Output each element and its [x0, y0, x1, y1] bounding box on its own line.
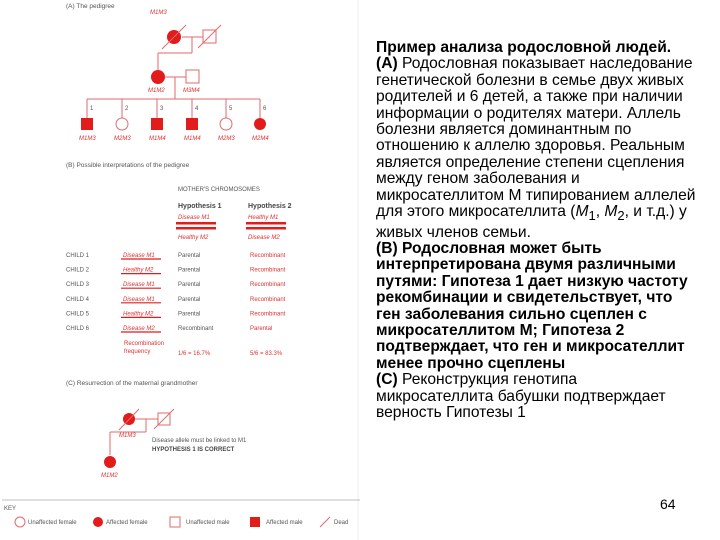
child-number: 6: [263, 106, 267, 112]
child-row-label: CHILD 3: [66, 282, 90, 289]
key-label: Unaffected female: [28, 520, 77, 526]
child-row-allele: Disease M1: [123, 253, 155, 259]
child-row-label: CHILD 4: [66, 296, 90, 303]
child-4-affected-male-symbol: [186, 118, 198, 130]
separator: ,: [595, 203, 605, 221]
child-number: 1: [90, 106, 94, 112]
m1-symbol: M: [575, 203, 589, 221]
panel-c-title: (C) Resurrection of the maternal grandmother: [66, 380, 198, 387]
key-unaffected-male-symbol: [170, 517, 180, 527]
grandparent-genotype: M1M3: [150, 10, 167, 16]
child-2-unaffected-female-symbol: [116, 118, 128, 130]
child-6-affected-female-symbol: [254, 118, 266, 130]
child-row-hypothesis-1: Recombinant: [178, 326, 214, 332]
child-row-label: CHILD 6: [66, 326, 90, 332]
child-number: 3: [160, 106, 164, 112]
child-genotype: M2M4: [252, 136, 269, 142]
frequency-label: frequency: [124, 349, 151, 355]
child-row-label: CHILD 2: [66, 267, 90, 274]
hypothesis-1-frequency: 1/6 = 16.7%: [178, 351, 211, 357]
hyp2-chromosome-2: Disease M2: [248, 235, 280, 241]
child-genotype: M2M3: [114, 136, 131, 142]
key-dead-slash: [320, 517, 330, 527]
panel-a-title: (A) The pedigree: [66, 3, 115, 10]
key-label: Unaffected male: [186, 520, 230, 526]
key-title: KEY: [4, 506, 17, 512]
child-number: 2: [125, 106, 129, 112]
m2-subscript: 2: [617, 208, 625, 224]
key-unaffected-female-symbol: [15, 517, 25, 527]
chromosome-bar: [176, 227, 216, 230]
description-text: [376, 40, 698, 421]
c-note-linked: Disease allele must be linked to M1: [152, 438, 247, 444]
hyp1-chromosome-2: Healthy M2: [178, 235, 209, 241]
child-genotype: M1M3: [79, 136, 96, 142]
child-row-allele: Disease M1: [123, 296, 155, 303]
m1-subscript: 1: [588, 208, 596, 224]
child-genotype: M2M3: [218, 136, 235, 142]
c-grandmother-genotype: M1M3: [119, 433, 136, 439]
child-row-hypothesis-2: Recombinant: [250, 311, 286, 318]
child-row-hypothesis-2: Parental: [250, 326, 273, 332]
mothers-chromosomes-label: MOTHER'S CHROMOSOMES: [178, 187, 260, 193]
hypothesis-2-frequency: 5/6 = 83.3%: [250, 351, 283, 357]
mother-genotype: M1M2: [148, 88, 165, 94]
child-rows: [66, 253, 286, 332]
father-unaffected-male-symbol: [186, 70, 199, 83]
marker-a: (А): [376, 55, 398, 73]
child-row-allele: Disease M1: [123, 282, 155, 289]
chromosome-bar: [246, 227, 286, 230]
child-number: 4: [195, 106, 199, 112]
hypothesis-1-title: Hypothesis 1: [178, 203, 222, 210]
chromosome-bar: [246, 222, 286, 225]
paragraph-a-end: , и т.д.) у живых членов семьи.: [376, 203, 687, 241]
child-row-allele: Healthy M2: [123, 267, 154, 274]
paragraph-b: (B) Родословная может быть интерпретирована двумя различными путями: Гипотеза 1 дает низкую частоту рекомбинации и свидетельствует, что ген заболевания сильно сцеплен с микросателлитом M; Гипотеза 2 подтверждает, что ген и микросателлит менее прочно сцеплены: [376, 239, 688, 372]
m2-symbol: M: [604, 203, 618, 221]
child-row-hypothesis-1: Parental: [178, 296, 201, 303]
paragraph-c: [376, 372, 698, 421]
child-row-label: CHILD 5: [66, 311, 90, 318]
recombination-label: Recombination: [124, 341, 165, 347]
child-row-label: CHILD 1: [66, 253, 90, 259]
child-row-hypothesis-1: Parental: [178, 253, 201, 259]
panel-b-title: (B) Possible interpretations of the pedigree: [66, 162, 190, 169]
child-genotype: M1M4: [149, 136, 166, 142]
child-row-hypothesis-2: Recombinant: [250, 282, 286, 289]
c-note-conclusion: HYPOTHESIS 1 IS CORRECT: [152, 447, 235, 453]
paragraph-c-text: Реконструкция генотипа микросателлита бабушки подтверждает верность Гипотезы 1: [376, 371, 666, 422]
child-row-allele: Healthy M2: [123, 311, 154, 318]
key-label: Affected male: [266, 520, 303, 526]
hypothesis-2-title: Hypothesis 2: [248, 203, 292, 210]
child-1-affected-male-symbol: [81, 118, 93, 130]
key-label: Dead: [334, 520, 349, 526]
child-row-hypothesis-2: Recombinant: [250, 296, 286, 303]
child-row-hypothesis-1: Parental: [178, 282, 201, 289]
c-mother-affected-female-symbol: [104, 456, 116, 468]
child-5-unaffected-female-symbol: [220, 118, 232, 130]
paragraph-a: [376, 56, 698, 241]
father-genotype: M3M4: [183, 88, 200, 94]
page-number: 64: [660, 496, 676, 512]
child-row-hypothesis-1: Parental: [178, 267, 201, 274]
chromosome-bar: [176, 222, 216, 225]
child-row-hypothesis-2: Recombinant: [250, 253, 286, 259]
key-affected-female-symbol: [93, 517, 103, 527]
paragraph-a-text: Родословная показывает наследование генетической болезни в семье двух живых родителей и 6 детей, а также при наличии информации о родителях матери. Аллель болезни является доминантным по отношению к аллелю здоровья. Реальным является определение степени сцепления между геном заболевания и микросателлитом M типированием аллелей для этого микросателлита (: [376, 55, 696, 221]
hyp2-chromosome-1: Healthy M1: [248, 215, 279, 221]
child-row-hypothesis-2: Recombinant: [250, 267, 286, 274]
key-affected-male-symbol: [250, 517, 260, 527]
c-mother-genotype: M1M2: [101, 473, 118, 479]
heading: Пример анализа родословной людей.: [376, 39, 672, 56]
child-number: 5: [229, 106, 233, 112]
hyp1-chromosome-1: Disease M1: [178, 215, 210, 221]
mother-affected-female-symbol: [151, 70, 165, 84]
child-genotype: M1M4: [184, 136, 201, 142]
child-3-affected-male-symbol: [151, 118, 163, 130]
marker-c: (С): [376, 371, 398, 389]
child-row-allele: Disease M2: [123, 326, 155, 332]
child-row-hypothesis-1: Parental: [178, 311, 201, 318]
key-label: Affected female: [106, 520, 148, 526]
